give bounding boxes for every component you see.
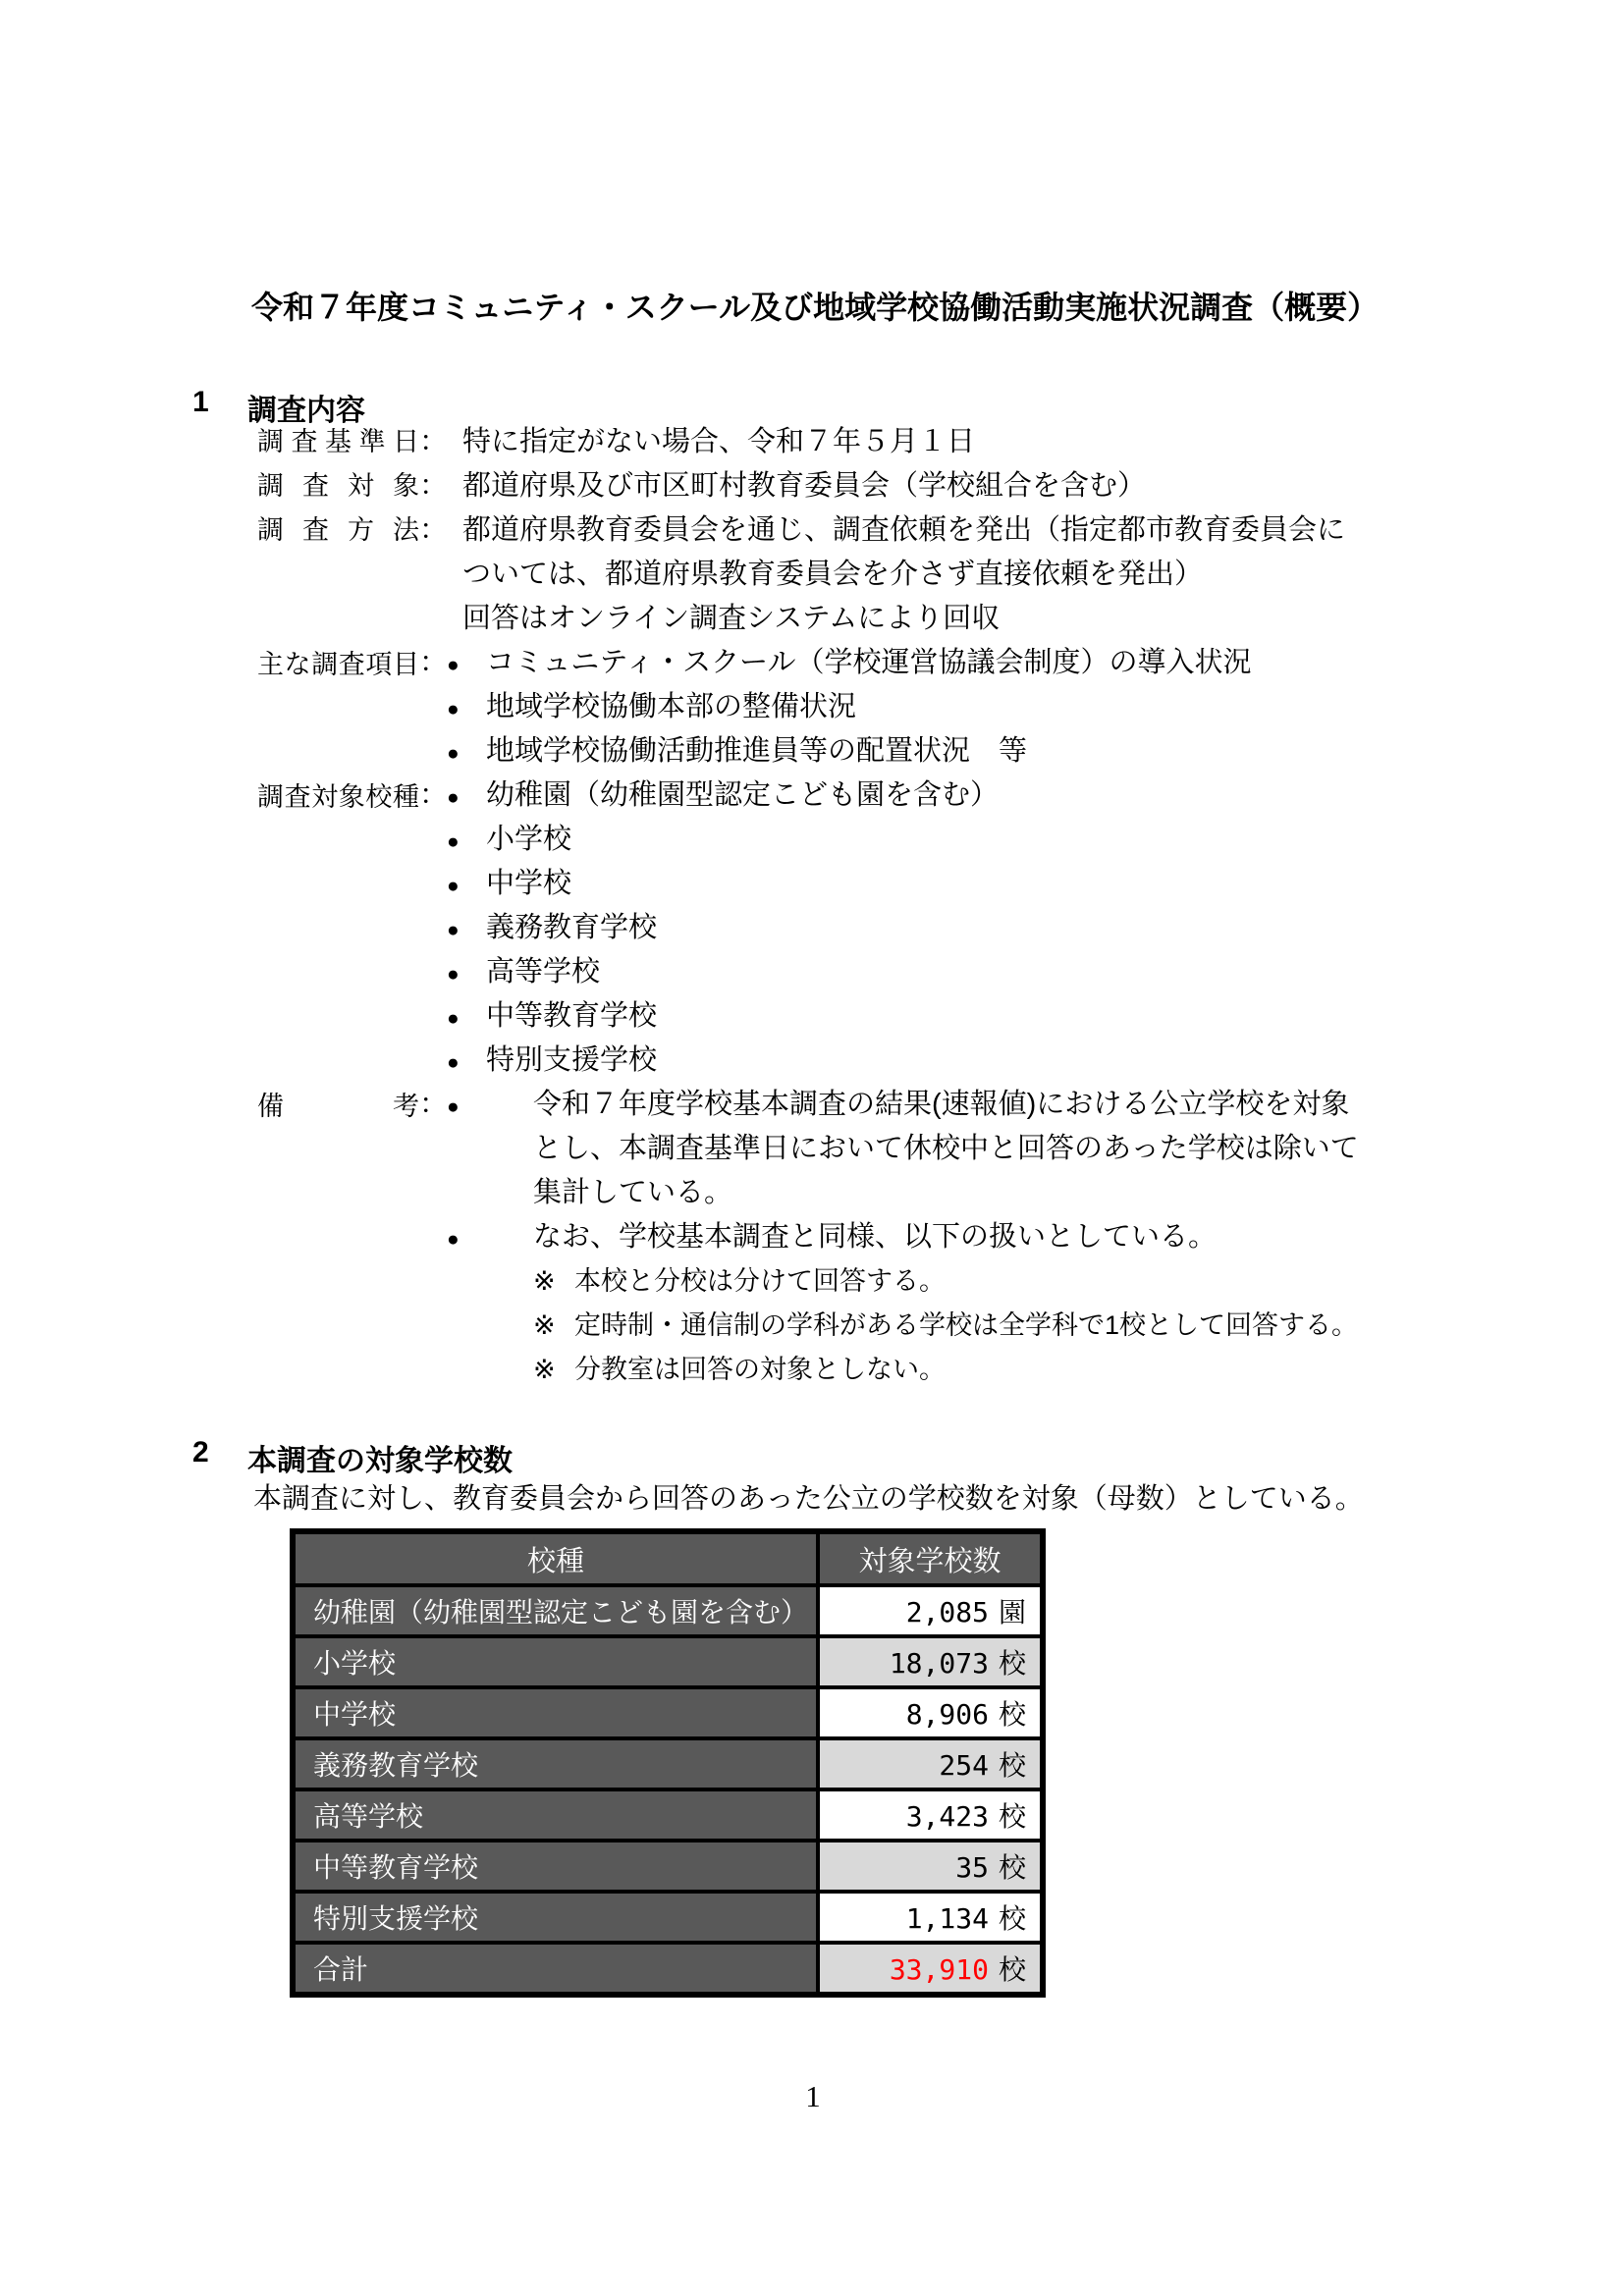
field-label: 主な調査項目 [257, 650, 419, 679]
bullet-icon: ● [447, 1095, 460, 1118]
bullet-icon: ● [447, 1051, 460, 1074]
survey-method-continuation [257, 597, 1359, 641]
note-mark-icon: ※ [533, 1266, 556, 1296]
list-item-text: 中等教育学校 [486, 1000, 658, 1032]
list-item [257, 1039, 1359, 1083]
school-type-cell: 中等教育学校 [293, 1841, 818, 1892]
target-schools-table [290, 1528, 1046, 1998]
remarks-text: なお、学校基本調査と同様、以下の扱いとしている。 [533, 1221, 1218, 1253]
bullet-icon: ● [447, 875, 460, 897]
section1-body [257, 420, 1359, 1392]
total-count-value: 33,910 [889, 1953, 989, 1986]
label-colon: ： [419, 779, 449, 811]
table-total-row [293, 1943, 1043, 1995]
school-count-header: 対象学校数 [818, 1531, 1043, 1585]
count-unit: 園 [998, 1597, 1026, 1628]
list-item-text: 地域学校協働活動推進員等の配置状況 等 [486, 735, 1028, 767]
field-value: 回答はオンライン調査システムにより回収 [462, 603, 1001, 634]
label-colon: ： [419, 1089, 449, 1120]
remarks-text: 集計している。 [533, 1177, 733, 1208]
count-unit: 校 [998, 1903, 1026, 1934]
school-count-cell [818, 1738, 1043, 1789]
label-colon: ： [419, 514, 449, 546]
total-count-cell [818, 1943, 1043, 1995]
list-item-text: 中学校 [486, 868, 572, 899]
section2-number: 2 [192, 1436, 209, 1468]
count-value: 35 [955, 1851, 989, 1884]
bullet-icon: ● [447, 654, 460, 676]
bullet-icon: ● [447, 963, 460, 986]
school-type-cell: 義務教育学校 [293, 1738, 818, 1789]
note-line [257, 1259, 1359, 1304]
target-school-types-line [257, 774, 1359, 818]
document-title: 令和７年度コミュニティ・スクール及び地域学校協働活動実施状況調査（概要） [251, 290, 1380, 325]
field-value: 都道府県教育委員会を通じ、調査依頼を発出（指定都市教育委員会に [462, 514, 1346, 546]
table-row [293, 1841, 1043, 1892]
school-type-cell: 特別支援学校 [293, 1892, 818, 1943]
list-item [257, 906, 1359, 950]
count-unit: 校 [998, 1648, 1026, 1679]
list-item-text: 義務教育学校 [486, 912, 658, 943]
label-colon: ： [419, 470, 449, 502]
school-type-cell: 合計 [293, 1943, 818, 1995]
list-item [257, 818, 1359, 862]
bullet-icon: ● [447, 786, 460, 809]
remarks-text: とし、本調査基準日において休校中と回答のあった学校は除いて [533, 1133, 1359, 1164]
main-survey-items-line [257, 641, 1359, 685]
school-count-cell [818, 1585, 1043, 1636]
count-unit: 校 [998, 1750, 1026, 1781]
count-value: 18,073 [889, 1647, 989, 1680]
table-row [293, 1738, 1043, 1789]
school-type-cell: 高等学校 [293, 1789, 818, 1841]
count-unit: 校 [998, 1801, 1026, 1832]
school-count-cell [818, 1636, 1043, 1687]
list-item-text: 高等学校 [486, 956, 601, 988]
field-label: 調査対象 [257, 471, 419, 501]
table-row [293, 1892, 1043, 1943]
list-item [257, 685, 1359, 729]
list-item-text: 特別支援学校 [486, 1044, 658, 1076]
survey-base-date-line [257, 420, 1359, 464]
count-unit: 校 [998, 1699, 1026, 1730]
field-label: 備考 [257, 1092, 419, 1121]
table-header-row [293, 1531, 1043, 1585]
list-item [257, 994, 1359, 1039]
note-text: 本校と分校は分けて回答する。 [574, 1266, 946, 1296]
note-mark-icon: ※ [533, 1310, 556, 1340]
remarks-text: 令和７年度学校基本調査の結果(速報値)における公立学校を対象 [533, 1089, 1350, 1120]
count-value: 8,906 [905, 1698, 989, 1731]
table-row [293, 1789, 1043, 1841]
section1-number: 1 [192, 386, 209, 418]
survey-method-continuation [257, 553, 1359, 597]
list-item [257, 950, 1359, 994]
remarks-line [257, 1215, 1359, 1259]
school-count-cell [818, 1687, 1043, 1738]
count-unit: 校 [998, 1852, 1026, 1883]
survey-target-line [257, 464, 1359, 508]
note-text: 定時制・通信制の学科がある学校は全学科で1校として回答する。 [574, 1310, 1359, 1340]
table-row [293, 1687, 1043, 1738]
page-number: 1 [805, 2079, 821, 2113]
field-label: 調査基準日 [257, 427, 419, 456]
bullet-icon: ● [447, 742, 460, 765]
field-value: 特に指定がない場合、令和７年５月１日 [462, 426, 976, 457]
list-item [257, 862, 1359, 906]
field-value: 都道府県及び市区町村教育委員会（学校組合を含む） [462, 470, 1147, 502]
note-line [257, 1304, 1359, 1348]
list-item-text: コミュニティ・スクール（学校運営協議会制度）の導入状況 [486, 647, 1252, 678]
field-label: 調査方法 [257, 515, 419, 545]
count-value: 1,134 [905, 1902, 989, 1935]
remarks-continuation [257, 1171, 1359, 1215]
list-item-text: 地域学校協働本部の整備状況 [486, 691, 857, 722]
note-line [257, 1348, 1359, 1392]
section1-heading-text: 調査内容 [247, 395, 365, 427]
survey-method-line [257, 508, 1359, 553]
remarks-continuation [257, 1127, 1359, 1171]
note-mark-icon: ※ [533, 1355, 556, 1384]
count-value: 254 [939, 1749, 989, 1782]
label-colon: ： [419, 647, 449, 678]
school-type-cell: 中学校 [293, 1687, 818, 1738]
list-item [257, 729, 1359, 774]
table-row [293, 1636, 1043, 1687]
section2-heading [192, 1436, 513, 1479]
remarks-line [257, 1083, 1359, 1127]
count-value: 2,085 [905, 1596, 989, 1629]
bullet-icon: ● [447, 698, 460, 721]
bullet-icon: ● [447, 919, 460, 941]
count-unit: 校 [998, 1954, 1026, 1985]
school-type-header: 校種 [293, 1531, 818, 1585]
list-item-text: 小学校 [486, 824, 572, 855]
note-text: 分教室は回答の対象としない。 [574, 1355, 946, 1384]
field-label: 調査対象校種 [257, 782, 419, 812]
bullet-icon: ● [447, 830, 460, 853]
label-colon: ： [419, 426, 449, 457]
school-count-cell [818, 1892, 1043, 1943]
table-row [293, 1585, 1043, 1636]
school-count-cell [818, 1841, 1043, 1892]
bullet-icon: ● [447, 1228, 460, 1251]
count-value: 3,423 [905, 1800, 989, 1833]
school-count-cell [818, 1789, 1043, 1841]
list-item-text: 幼稚園（幼稚園型認定こども園を含む） [486, 779, 1000, 811]
field-value: ついては、都道府県教育委員会を介さず直接依頼を発出） [462, 559, 1204, 590]
section2-heading-text: 本調査の対象学校数 [247, 1445, 513, 1477]
school-type-cell: 小学校 [293, 1636, 818, 1687]
section2-description: 本調査に対し、教育委員会から回答のあった公立の学校数を対象（母数）としている。 [253, 1483, 1364, 1515]
school-type-cell: 幼稚園（幼稚園型認定こども園を含む） [293, 1585, 818, 1636]
bullet-icon: ● [447, 1007, 460, 1030]
